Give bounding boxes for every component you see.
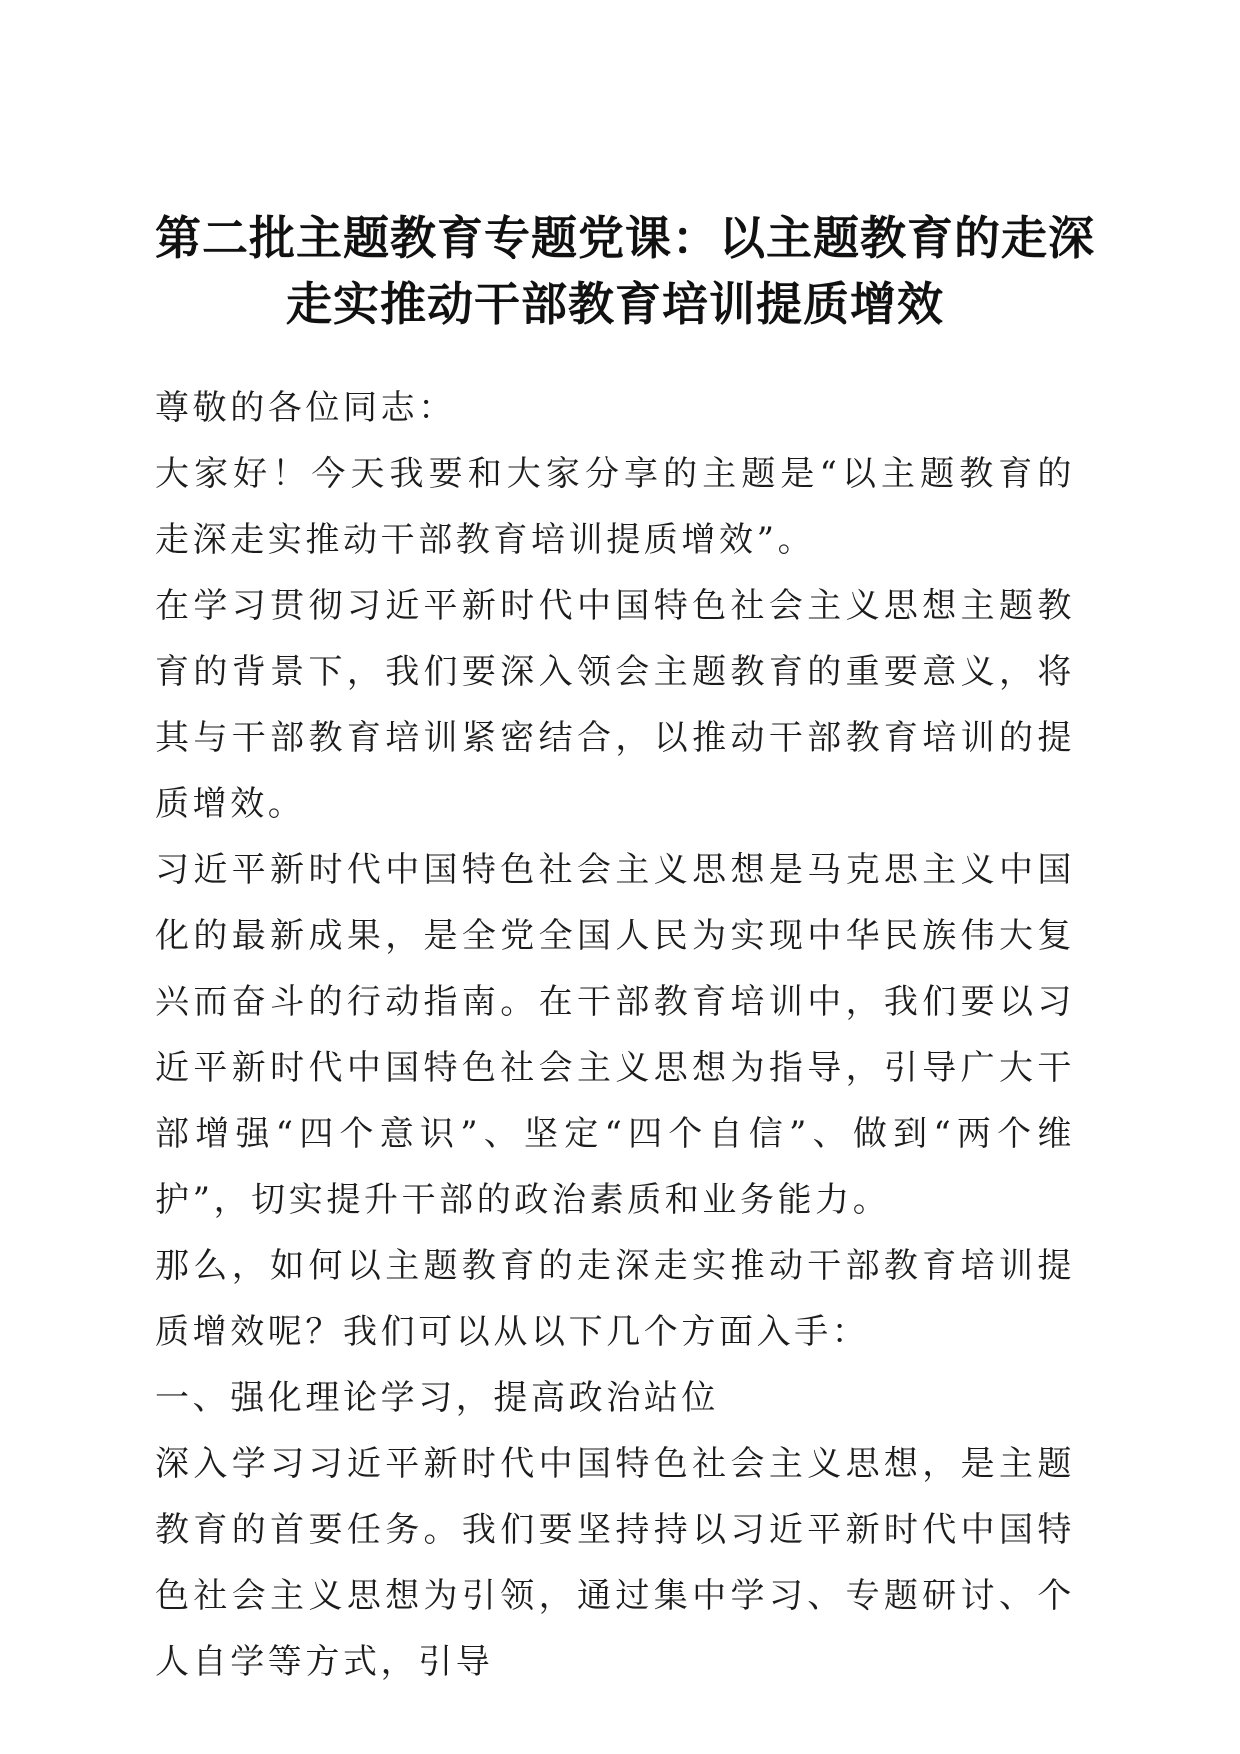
paragraph-greeting: 大家好！今天我要和大家分享的主题是“以主题教育的走深走实推动干部教育培训提质增效”。	[155, 454, 1075, 560]
salutation: 尊敬的各位同志：	[155, 388, 456, 428]
paragraph-theory-study: 深入学习习近平新时代中国特色社会主义思想，是主题教育的首要任务。我们要坚持持以习近平新时代中国特色社会主义思想为引领，通过集中学习、专题研讨、个人自学等方式，引导	[155, 1444, 1075, 1682]
title-line-1: 第二批主题教育专题党课：以主题教育的走深	[155, 211, 1095, 265]
paragraph-background: 在学习贯彻习近平新时代中国特色社会主义思想主题教育的背景下，我们要深入领会主题教育的重要意义，将其与干部教育培训紧密结合，以推动干部教育培训的提质增效。	[155, 586, 1075, 824]
document-page	[155, 205, 1095, 1695]
section-heading-1: 一、强化理论学习，提高政治站位	[155, 1378, 719, 1418]
paragraph-guiding-thought: 习近平新时代中国特色社会主义思想是马克思主义中国化的最新成果，是全党全国人民为实现中华民族伟大复兴而奋斗的行动指南。在干部教育培训中，我们要以习近平新时代中国特色社会主义思想为指导，引导广大干部增强“四个意识”、坚定“四个自信”、做到“两个维护”，切实提升干部的政治素质和业务能力。	[155, 850, 1075, 1220]
title-line-2: 走实推动干部教育培训提质增效	[286, 277, 944, 331]
document-body	[155, 375, 1075, 1695]
paragraph-question: 那么，如何以主题教育的走深走实推动干部教育培训提质增效呢？我们可以从以下几个方面入手：	[155, 1246, 1075, 1352]
document-title	[155, 205, 1095, 337]
